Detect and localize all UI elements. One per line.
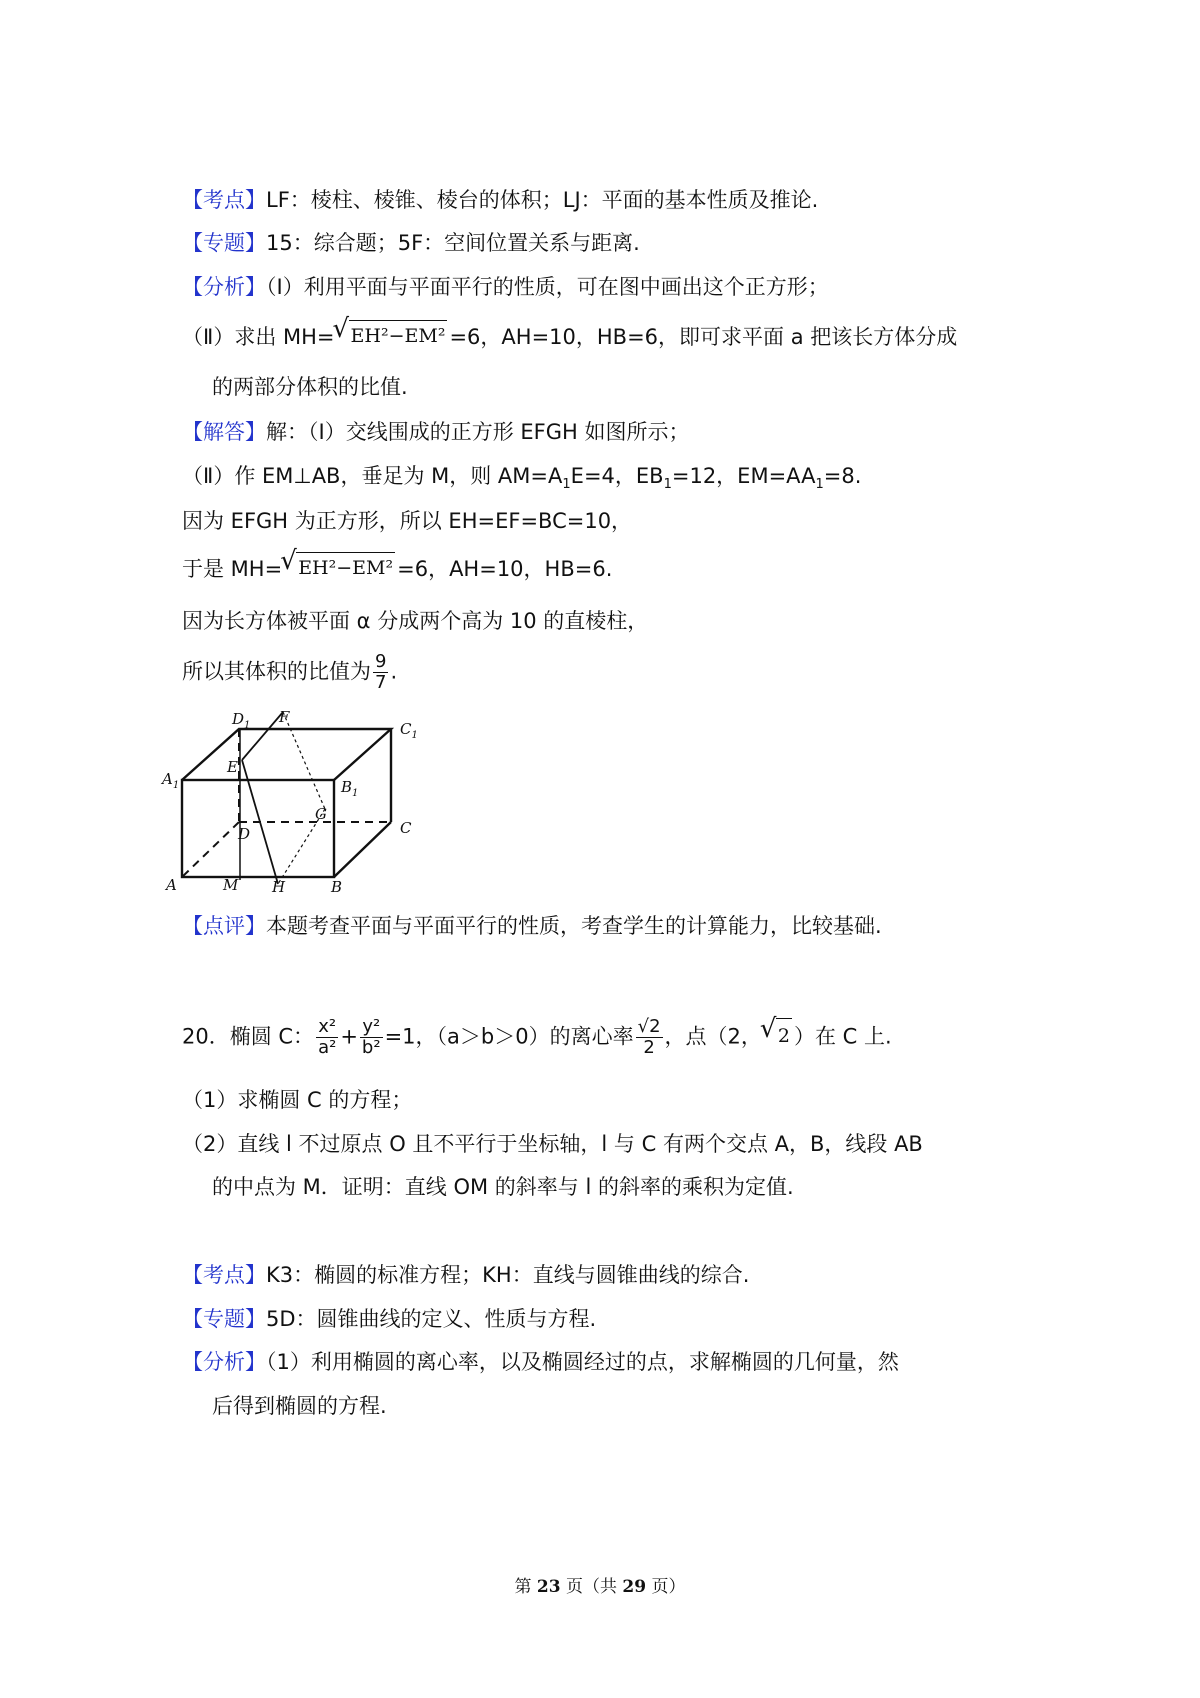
p20-pre: 20．椭圆 C： xyxy=(182,1024,315,1049)
p20-question-2: （2）直线 l 不过原点 O 且不平行于坐标轴，l 与 C 有两个交点 A，B，线段 AB xyxy=(182,1132,923,1156)
zhuanti2-tag: 【专题】 xyxy=(182,1307,266,1331)
edge-a-d xyxy=(182,822,239,877)
footer-mid: 页（共 xyxy=(560,1577,623,1597)
label-b: B xyxy=(331,878,343,896)
jieda2-s3: 1 xyxy=(815,477,824,493)
jieda2-p1: （Ⅱ）作 EM⊥AB，垂足为 M，则 AM=A xyxy=(182,464,563,488)
kaodian-line-1 xyxy=(182,185,818,215)
top-face-edges xyxy=(182,729,391,780)
jieda4-pre: 于是 MH= xyxy=(182,557,283,581)
label-a: A xyxy=(166,876,177,894)
fraction-denominator: 7 xyxy=(375,672,387,693)
fraction-x xyxy=(316,1017,338,1058)
jieda4-post: =6，AH=10，HB=6. xyxy=(397,557,613,581)
footer-suffix: 页） xyxy=(646,1577,686,1597)
jieda-line-3: 因为 EFGH 为正方形，所以 EH=EF=BC=10， xyxy=(182,509,633,533)
label-a1: $A_1$ xyxy=(162,770,180,791)
fraction-e-num: √2 xyxy=(637,1016,661,1037)
fenxi2-tag: 【分析】 xyxy=(182,1350,266,1374)
dianping-text: 本题考查平面与平面平行的性质，考查学生的计算能力，比较基础. xyxy=(266,914,882,938)
label-m: M xyxy=(223,876,239,894)
fraction-e-den: 2 xyxy=(643,1037,655,1058)
kaodian2-text: K3：椭圆的标准方程；KH：直线与圆锥曲线的综合. xyxy=(266,1263,750,1287)
front-face xyxy=(182,780,334,877)
p20-question-2b: 的中点为 M．证明：直线 OM 的斜率与 l 的斜率的乘积为定值. xyxy=(212,1175,794,1199)
kaodian-line-2 xyxy=(182,1260,749,1290)
cuboid-figure xyxy=(160,702,430,902)
fraction xyxy=(373,652,388,693)
p20-post: ）在 C 上. xyxy=(793,1024,892,1049)
jieda-line-5: 因为长方体被平面 α 分成两个高为 10 的直棱柱， xyxy=(182,609,649,633)
jieda2-p4: =8. xyxy=(823,464,862,488)
kaodian-tag: 【考点】 xyxy=(182,188,266,212)
sqrt-point xyxy=(762,1018,792,1053)
jieda2-p2: E=4，EB xyxy=(570,464,664,488)
fenxi-line-b2: 后得到椭圆的方程. xyxy=(212,1394,387,1418)
edge-c-b xyxy=(334,822,391,877)
fraction-y-num: y² xyxy=(360,1017,383,1038)
kaodian2-tag: 【考点】 xyxy=(182,1263,266,1287)
label-b1: $B_1$ xyxy=(341,778,359,799)
fenxi-tag: 【分析】 xyxy=(182,275,266,299)
label-f: F xyxy=(279,708,290,726)
sqrt-point-radicand: 2 xyxy=(776,1018,792,1053)
zhuanti-line-2 xyxy=(182,1304,596,1334)
fenxi-line-3: 的两部分体积的比值. xyxy=(212,375,408,399)
p20-plus: + xyxy=(340,1024,358,1049)
p20-mid2: ，点（2， xyxy=(664,1024,762,1049)
p20-mid: =1，（a＞b＞0）的离心率 xyxy=(384,1024,634,1049)
jieda-line-1 xyxy=(182,417,689,447)
fraction-y-den: b² xyxy=(361,1037,381,1058)
fenxi-line-1 xyxy=(182,272,829,302)
label-d1: $D_1$ xyxy=(232,710,251,731)
current-page-number: 23 xyxy=(536,1577,561,1597)
fenxi2-post: =6，AH=10，HB=6，即可求平面 a 把该长方体分成 xyxy=(449,325,958,349)
fenxi2-pre: （Ⅱ）求出 MH= xyxy=(182,325,335,349)
footer-prefix: 第 xyxy=(514,1577,537,1597)
zhuanti-line-1 xyxy=(182,228,640,258)
label-h: H xyxy=(272,878,286,896)
radicand: EH²−EM² xyxy=(349,320,448,351)
fraction-e xyxy=(636,1017,663,1058)
radicand: EH²−EM² xyxy=(296,552,395,583)
label-c: C xyxy=(400,819,412,837)
cuboid-edges xyxy=(182,712,391,884)
total-page-number: 29 xyxy=(622,1577,647,1597)
sqrt-expression xyxy=(282,552,395,583)
fenxi-line-2 xyxy=(182,320,957,352)
label-d: D xyxy=(238,825,251,843)
zhuanti-text: 15：综合题；5F：空间位置关系与距离. xyxy=(266,231,640,255)
fenxi-line-b1 xyxy=(182,1347,899,1377)
jieda-line-2 xyxy=(182,461,861,500)
fraction-x-num: x² xyxy=(316,1017,338,1038)
kaodian-text: LF：棱柱、棱锥、棱台的体积；LJ：平面的基本性质及推论. xyxy=(266,188,819,212)
zhuanti2-text: 5D：圆锥曲线的定义、性质与方程. xyxy=(266,1307,597,1331)
jieda-line-6 xyxy=(182,652,397,693)
label-g: G xyxy=(315,805,327,823)
jieda2-s2: 1 xyxy=(663,477,672,493)
dianping-line xyxy=(182,911,882,941)
sqrt-expression xyxy=(335,320,448,351)
zhuanti-tag: 【专题】 xyxy=(182,231,266,255)
jieda-text: 解：（Ⅰ）交线围成的正方形 EFGH 如图所示； xyxy=(266,420,690,444)
jieda-tag: 【解答】 xyxy=(182,420,266,444)
p20-question-1: （1）求椭圆 C 的方程； xyxy=(182,1088,413,1112)
page-footer xyxy=(0,1572,1200,1597)
jieda2-s1: 1 xyxy=(562,477,571,493)
dianping-tag: 【点评】 xyxy=(182,914,266,938)
label-e: E xyxy=(227,758,238,776)
fraction-y xyxy=(360,1017,383,1058)
fenxi-text: （Ⅰ）利用平面与平面平行的性质，可在图中画出这个正方形； xyxy=(266,275,829,299)
jieda6-post: . xyxy=(390,659,398,684)
label-c1: $C_1$ xyxy=(400,720,418,741)
fenxi2-text: （1）利用椭圆的离心率，以及椭圆经过的点，求解椭圆的几何量，然 xyxy=(266,1350,899,1374)
problem-20-statement xyxy=(182,1017,892,1058)
segment-fg xyxy=(283,712,325,809)
fraction-x-den: a² xyxy=(318,1037,337,1058)
jieda2-p3: =12，EM=AA xyxy=(671,464,816,488)
jieda-line-4 xyxy=(182,552,612,584)
fraction-numerator: 9 xyxy=(375,651,387,672)
jieda6-pre: 所以其体积的比值为 xyxy=(182,659,371,684)
square-hidden-edges xyxy=(278,712,325,884)
